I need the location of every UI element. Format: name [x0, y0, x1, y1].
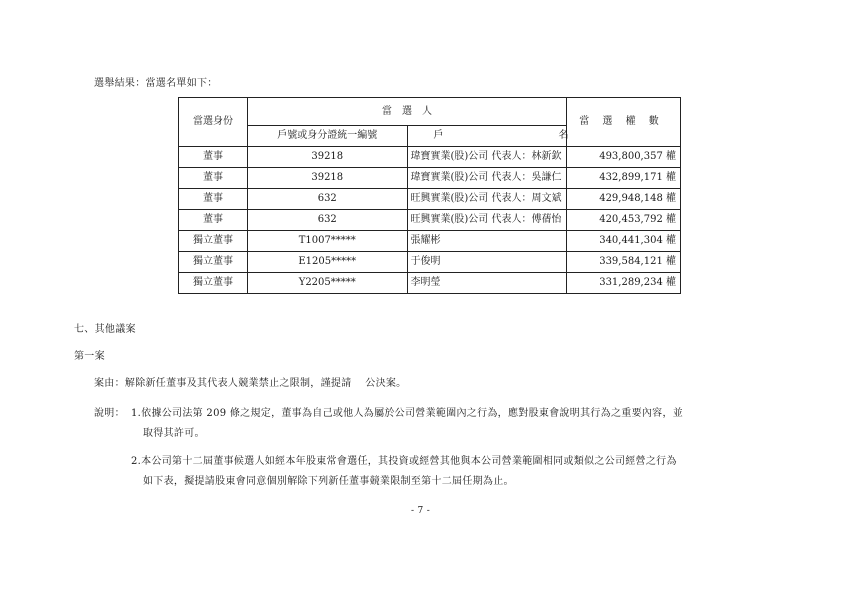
- header-elected-text: 當 選 人: [382, 106, 432, 117]
- header-owner: [407, 126, 567, 147]
- explain-item-2-line-2: 如下表，擬提請股東會同意個別解除下列新任董事競業限制至第十二屆任期為止。: [143, 476, 514, 487]
- table-row: [179, 147, 681, 168]
- table-row: [179, 210, 681, 231]
- cell-id: 39218: [248, 168, 408, 189]
- page-number: - 7 -: [411, 506, 431, 516]
- table-row: [179, 168, 681, 189]
- election-intro: 選舉結果：當選名單如下：: [94, 78, 218, 89]
- cell-role: 董事: [179, 147, 248, 168]
- header-elected: [248, 98, 567, 126]
- cell-name: 瑋寶實業(股)公司 代表人：吳謙仁: [407, 168, 567, 189]
- cell-role: 董事: [179, 210, 248, 231]
- table-header-row: [179, 98, 681, 126]
- cell-votes: 340,441,304 權: [567, 231, 681, 252]
- cell-name: 旺興實業(股)公司 代表人：傅蒨怡: [407, 210, 567, 231]
- cell-name: 李明瑩: [407, 273, 567, 294]
- cell-votes: 420,453,792 權: [567, 210, 681, 231]
- cell-votes: 493,800,357 權: [567, 147, 681, 168]
- case-title: 第一案: [74, 351, 105, 362]
- table-row: [179, 252, 681, 273]
- cell-role: 獨立董事: [179, 252, 248, 273]
- cell-role: 董事: [179, 168, 248, 189]
- cell-name: 張耀彬: [407, 231, 567, 252]
- header-role: 當選身份: [179, 98, 248, 147]
- explain-item-1-line-2: 取得其許可。: [143, 428, 205, 439]
- cell-id: T1007*****: [248, 231, 408, 252]
- cell-votes: 432,899,171 權: [567, 168, 681, 189]
- cell-votes: 331,289,234 權: [567, 273, 681, 294]
- cell-name: 瑋寶實業(股)公司 代表人：林新欽: [407, 147, 567, 168]
- cell-name: 旺興實業(股)公司 代表人：周文斌: [407, 189, 567, 210]
- cell-id: Y2205*****: [248, 273, 408, 294]
- cell-id: E1205*****: [248, 252, 408, 273]
- explain-item-1-line-1: 1.依據公司法第 209 條之規定，董事為自己或他人為屬於公司營業範圍內之行為，應對股東會說明其行為之重要內容，並: [131, 408, 684, 419]
- table-row: [179, 189, 681, 210]
- header-votes: 當 選 權 數: [567, 98, 681, 147]
- section-title: 七、其他議案: [74, 324, 136, 335]
- header-id: 戶號或身分證統一編號: [248, 126, 408, 147]
- cell-votes: 429,948,148 權: [567, 189, 681, 210]
- table-row: [179, 273, 681, 294]
- cell-role: 董事: [179, 189, 248, 210]
- explain-label: 說明：: [94, 408, 125, 419]
- explain-item-2-line-1: 2.本公司第十二屆董事候選人如經本年股東常會選任，其投資或經營其他與本公司營業範圍相同或類似之公司經營之行為: [131, 456, 677, 467]
- header-owner-a: 戶: [433, 130, 444, 141]
- cell-name: 于俊明: [407, 252, 567, 273]
- election-result-table: [178, 97, 681, 294]
- cell-votes: 339,584,121 權: [567, 252, 681, 273]
- header-owner-b: 名: [558, 130, 569, 141]
- cell-id: 632: [248, 210, 408, 231]
- cell-id: 39218: [248, 147, 408, 168]
- table-row: [179, 231, 681, 252]
- cell-role: 獨立董事: [179, 231, 248, 252]
- case-reason: 案由：解除新任董事及其代表人競業禁止之限制，謹提請 公決案。: [94, 378, 407, 389]
- cell-role: 獨立董事: [179, 273, 248, 294]
- cell-id: 632: [248, 189, 408, 210]
